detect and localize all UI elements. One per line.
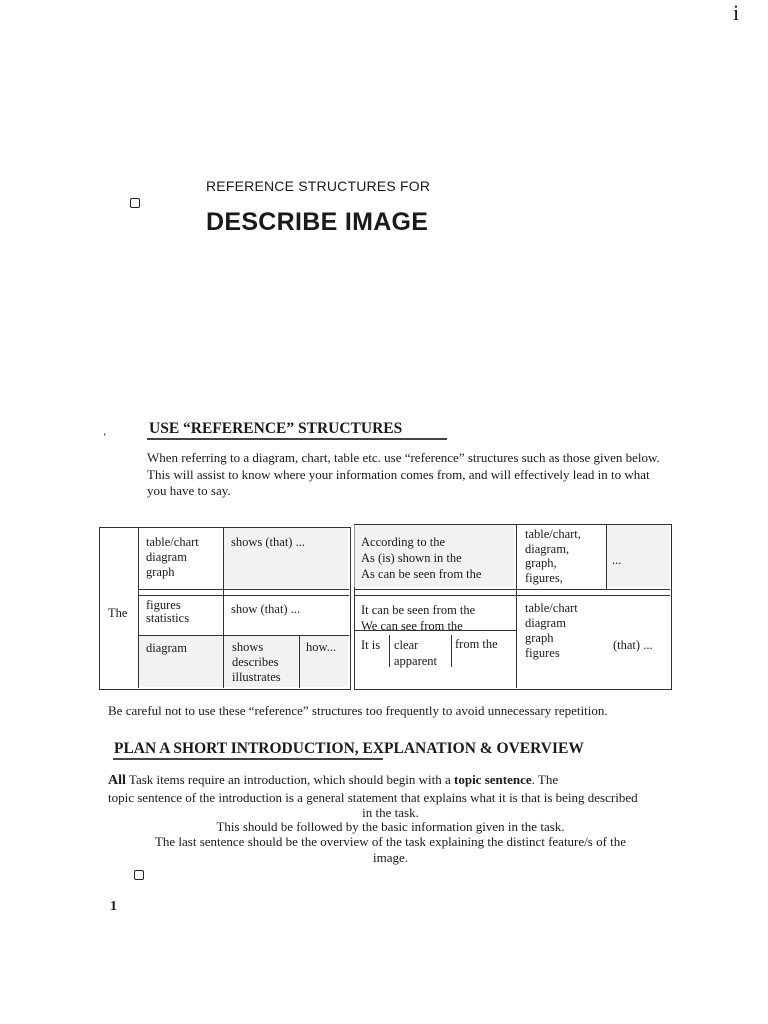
cell-text: diagram [525, 616, 566, 630]
cell-text: clear [394, 638, 419, 652]
table-row-divider [138, 589, 349, 596]
page-number: 1 [110, 899, 117, 914]
table-cell [525, 601, 578, 661]
paragraph-line: topic sentence of the introduction is a general statement that explains what it is that is being described [108, 789, 638, 805]
checkbox-bullet-icon [134, 870, 144, 880]
table-cell: It is [361, 638, 381, 652]
cell-text: figures [146, 598, 181, 612]
cell-text: As (is) shown in the [361, 551, 462, 565]
paragraph-line: This should be followed by the basic information given in the task. [216, 819, 565, 834]
cell-text: According to the [361, 535, 446, 549]
paragraph-line [108, 772, 673, 790]
plan-paragraph [108, 772, 673, 865]
cell-text: diagram [146, 550, 187, 564]
cell-text: It can be seen from the [361, 603, 476, 617]
heading-underline [113, 758, 383, 760]
checkbox-bullet-icon [130, 198, 140, 208]
lead-word: All [108, 773, 126, 788]
table-cell: from the [455, 637, 498, 651]
tick-mark-icon: ‘ [103, 431, 107, 443]
table-cell: shows (that) ... [231, 535, 305, 549]
table-divider [389, 635, 390, 667]
table-row-divider [354, 589, 670, 596]
table-cell [232, 640, 281, 685]
table-row-divider [138, 635, 349, 636]
table-cell [361, 602, 475, 634]
cell-text: table/chart [146, 535, 199, 549]
table-cell [146, 599, 189, 625]
cell-text: diagram, [525, 541, 570, 556]
cell-text: We can see from the [361, 619, 463, 633]
cell-text: graph [525, 631, 554, 645]
paragraph-line: you have to say. [147, 483, 231, 498]
cell-text: apparent [394, 653, 438, 668]
table-divider [299, 636, 300, 688]
corner-mark: i [733, 0, 740, 25]
table-divider [451, 635, 452, 667]
table-cell: diagram [146, 641, 187, 655]
table-subject: The [108, 606, 128, 620]
cell-text: figures, [525, 570, 563, 585]
table-cell [361, 534, 481, 582]
table-cell: how... [306, 640, 337, 654]
section-heading-plan: PLAN A SHORT INTRODUCTION, EXPLANATION & OVERVIEW [114, 740, 584, 757]
paragraph-line: This will assist to know where your information comes from, and will effectively lead in to what [147, 466, 650, 482]
caution-note: Be careful not to use these “reference” structures too frequently to avoid unnecessary repetition. [108, 703, 608, 718]
table-divider [138, 527, 139, 688]
table-cell [394, 638, 437, 669]
cell-text: graph, [525, 556, 557, 570]
cell-text: table/chart, [525, 527, 581, 541]
line-text: Task items require an introduction, which should begin with a [125, 772, 455, 787]
table-divider [516, 524, 517, 688]
paragraph-line: When referring to a diagram, chart, table etc. use “reference” structures such as those given below. [147, 450, 660, 465]
table-divider [223, 527, 224, 688]
cell-text: shows [232, 640, 264, 654]
page-title: DESCRIBE IMAGE [206, 208, 429, 236]
table-cell: ... [612, 553, 622, 567]
cell-text: figures [525, 646, 560, 660]
table-cell: (that) ... [613, 638, 653, 652]
cell-text: As can be seen from the [361, 567, 482, 581]
table-cell [146, 535, 199, 580]
heading-underline [147, 438, 447, 440]
cell-text: table/chart [525, 601, 578, 615]
intro-paragraph [147, 450, 727, 500]
topic-sentence-term: topic sentence [454, 772, 532, 787]
table-cell: show (that) ... [231, 602, 301, 616]
paragraph-line: in the task. [362, 805, 419, 820]
table-divider [606, 524, 607, 590]
cell-text: describes [232, 655, 279, 669]
paragraph-line: The last sentence should be the overview of the task explaining the distinct feature/s of the [154, 834, 627, 849]
paragraph-line: image. [372, 849, 408, 865]
cell-text: illustrates [232, 670, 281, 684]
cell-text: graph [146, 565, 175, 579]
line-text: . The [531, 772, 559, 787]
cell-text: statistics [146, 611, 190, 625]
section-heading-reference: USE “REFERENCE” STRUCTURES [149, 420, 403, 437]
page-subtitle: REFERENCE STRUCTURES FOR [206, 178, 431, 194]
table-cell [525, 527, 581, 585]
